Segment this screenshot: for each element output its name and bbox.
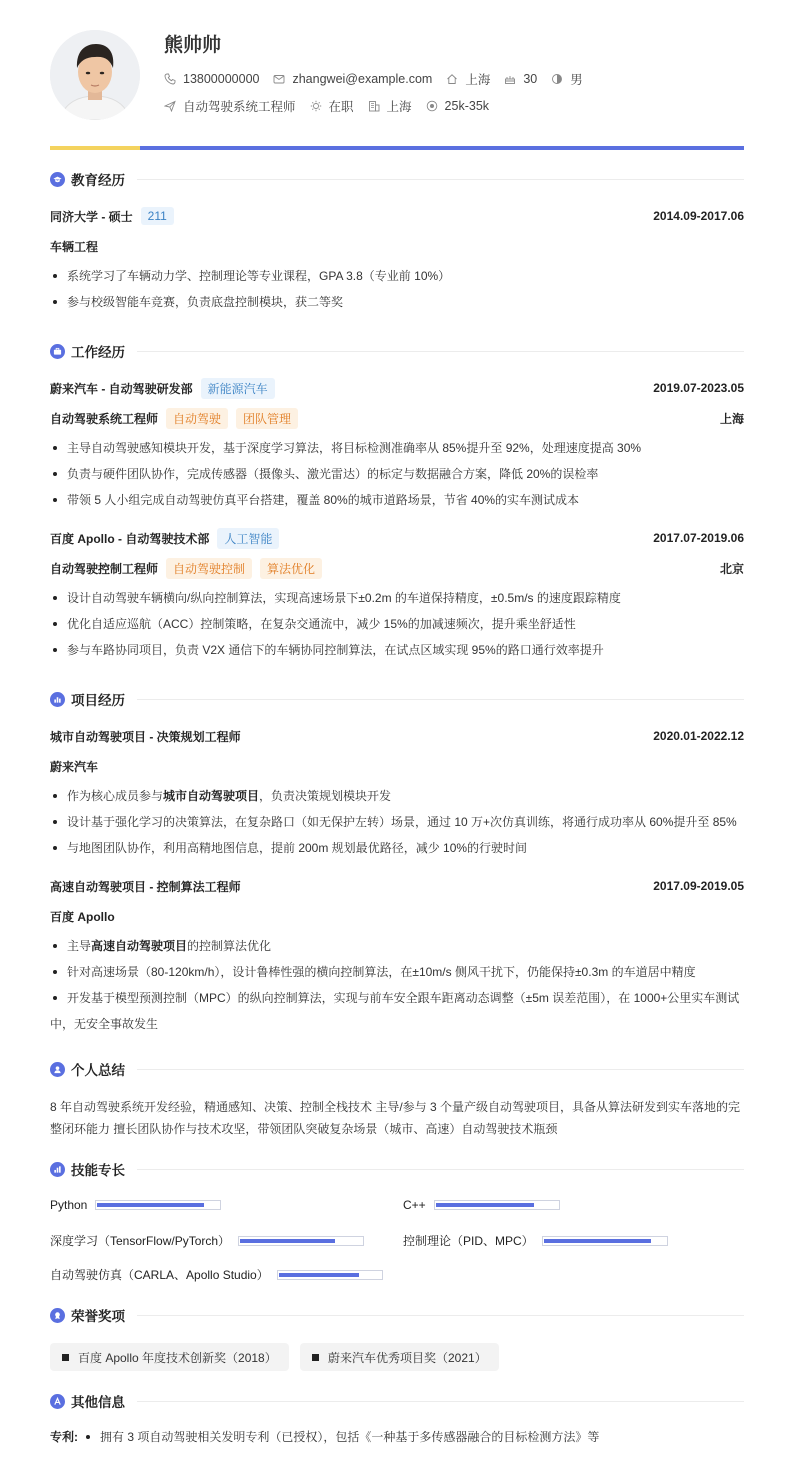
square-bullet-icon (312, 1354, 319, 1361)
skill-name: C++ (403, 1198, 426, 1212)
summary-text (50, 1096, 746, 1140)
list-item: 与地图团队协作，利用高精地图信息，提前 200m 规划最优路径，减少 10%的行驶时间 (50, 835, 746, 861)
skill-item (50, 1232, 364, 1249)
skill-tag: 自动驾驶控制 (166, 558, 252, 579)
section-divider (137, 699, 744, 700)
award-icon (50, 1308, 65, 1323)
skill-bar (434, 1200, 560, 1210)
list-item: 参与车路协同项目，负责 V2X 通信下的车辆协同控制算法，在试点区域实现 95%的路口通行效率提升 (50, 637, 746, 663)
work-date: 2019.07-2023.05 (653, 381, 744, 395)
list-item: 参与校级智能车竞赛，负责底盘控制模块，获二等奖 (50, 289, 746, 315)
sun-icon (310, 100, 322, 112)
school-name: 同济大学 - 硕士 (50, 209, 133, 224)
skill-item (50, 1198, 221, 1212)
skill-bar (238, 1236, 364, 1246)
section-divider (137, 1069, 744, 1070)
section-honors (50, 1305, 744, 1325)
other-info-row (50, 1428, 599, 1445)
project-org-row (50, 756, 744, 776)
other-label: 专利: (50, 1430, 78, 1444)
briefcase-icon (50, 344, 65, 359)
section-title-education: 教育经历 (71, 173, 125, 188)
school-tag: 211 (141, 207, 174, 225)
job-title: 自动驾驶控制工程师 (50, 561, 159, 576)
target-city-text: 上海 (386, 100, 412, 114)
job-target-text: 自动驾驶系统工程师 (183, 100, 296, 114)
work-header (50, 528, 744, 548)
list-item: 优化自适应巡航（ACC）控制策略，在复杂交通流中，减少 15%的加减速频次，提升乘坐舒适性 (50, 611, 746, 637)
skill-name: Python (50, 1198, 88, 1212)
section-divider (137, 351, 744, 352)
section-title-projects: 项目经历 (71, 693, 125, 708)
send-icon (164, 100, 176, 112)
salary-text: 25k-35k (444, 99, 490, 113)
phone-text: 13800000000 (183, 72, 260, 86)
resume-header (50, 28, 744, 122)
company-name: 百度 Apollo - 自动驾驶技术部 (50, 531, 210, 546)
city-text: 上海 (465, 73, 491, 87)
gender-item (551, 70, 583, 88)
project-date: 2020.01-2022.12 (653, 729, 744, 743)
header-divider-bar (50, 146, 744, 150)
status-item (310, 97, 354, 115)
work-location: 上海 (719, 411, 744, 426)
skill-bar (277, 1270, 383, 1280)
graduation-cap-icon (50, 172, 65, 187)
section-summary (50, 1059, 744, 1079)
target-city-item (368, 97, 412, 115)
gender-icon (551, 73, 563, 85)
avatar (50, 30, 140, 120)
company-tag: 新能源汽车 (201, 378, 275, 399)
section-divider (137, 1401, 744, 1402)
skill-level-fill (240, 1239, 335, 1243)
job-intent-row (164, 97, 503, 115)
project-org: 蔚来汽车 (50, 759, 99, 774)
contact-row (164, 70, 597, 88)
project-org: 百度 Apollo (50, 909, 115, 924)
summary-line: 整闭环能力 擅长团队协作与技术攻坚，带领团队突破复杂场景（城市、高速）自动驾驶技术瓶颈 (50, 1122, 558, 1136)
project-icon (50, 692, 65, 707)
project-name: 高速自动驾驶项目 - 控制算法工程师 (50, 879, 241, 894)
section-skills (50, 1159, 744, 1179)
chart-icon (50, 1162, 65, 1177)
building-icon (368, 100, 380, 112)
skill-tag: 算法优化 (260, 558, 322, 579)
education-major-row (50, 236, 744, 256)
header-divider-accent (50, 146, 140, 150)
list-item: 带领 5 人小组完成自动驾驶仿真平台搭建，覆盖 80%的城市道路场景，节省 40%的实车测试成本 (50, 487, 746, 513)
user-icon (50, 1062, 65, 1077)
list-item: 系统学习了车辆动力学、控制理论等专业课程，GPA 3.8（专业前 10%） (50, 263, 746, 289)
summary-line: 8 年自动驾驶系统开发经验，精通感知、决策、控制全栈技术 主导/参与 3 个量产级自动驾驶项目，具备从算法研发到实车落地的完 (50, 1100, 741, 1114)
education-date: 2014.09-2017.06 (653, 209, 744, 223)
home-icon (446, 73, 458, 85)
section-divider (137, 1169, 744, 1170)
project-name: 城市自动驾驶项目 - 决策规划工程师 (50, 729, 241, 744)
salary-icon (426, 100, 438, 112)
skill-name: 自动驾驶仿真（CARLA、Apollo Studio） (50, 1268, 269, 1282)
city-item (446, 70, 490, 88)
skill-tag: 团队管理 (236, 408, 298, 429)
list-item: 主导自动驾驶感知模块开发，基于深度学习算法，将目标检测准确率从 85%提升至 92%，处理速度提高 30% (50, 435, 746, 461)
job-title: 自动驾驶系统工程师 (50, 411, 159, 426)
skill-level-fill (436, 1203, 534, 1207)
section-title-skills: 技能专长 (71, 1163, 125, 1178)
email-item (273, 72, 432, 86)
age-text: 30 (523, 72, 538, 86)
list-item: 设计基于强化学习的决策算法，在复杂路口（如无保护左转）场景，通过 10 万+次仿真训练，将通行成功率从 60%提升至 85% (50, 809, 746, 835)
skill-tag: 自动驾驶 (166, 408, 228, 429)
job-target-item (164, 97, 296, 115)
list-item: 设计自动驾驶车辆横向/纵向控制算法，实现高速场景下±0.2m 的车道保持精度，±0.5m/s 的速度跟踪精度 (50, 585, 746, 611)
section-divider (137, 179, 744, 180)
skill-level-fill (97, 1203, 204, 1207)
skill-level-fill (544, 1239, 651, 1243)
list-item: 针对高速场景（80-120km/h），设计鲁棒性强的横向控制算法，在±10m/s 侧风干扰下，仍能保持±0.3m 的车道居中精度 (50, 959, 746, 985)
skill-level-fill (279, 1273, 359, 1277)
other-text: 拥有 3 项自动驾驶相关发明专利（已授权），包括《一种基于多传感器融合的目标检测方法》等 (100, 1430, 600, 1444)
section-title-summary: 个人总结 (71, 1063, 125, 1078)
education-header (50, 206, 744, 226)
phone-icon (164, 73, 176, 85)
skill-item (403, 1232, 668, 1249)
skill-bar (542, 1236, 668, 1246)
section-divider (137, 1315, 744, 1316)
company-tag: 人工智能 (217, 528, 279, 549)
list-item: 开发基于模型预测控制（MPC）的纵向控制算法，实现与前车安全跟车距离动态调整（±5m 误差范围），在 1000+公里实车测试 中，无安全事故发生 (50, 991, 740, 1031)
honor-badge: 百度 Apollo 年度技术创新奖（2018） (50, 1343, 289, 1371)
education-major: 车辆工程 (50, 239, 99, 254)
skill-name: 控制理论（PID、MPC） (403, 1234, 534, 1248)
company-name: 蔚来汽车 - 自动驾驶研发部 (50, 381, 193, 396)
salary-item (426, 99, 489, 113)
age-item (504, 72, 537, 86)
skill-item (50, 1266, 383, 1283)
work-title-row (50, 408, 744, 428)
section-title-work: 工作经历 (71, 345, 125, 360)
status-text: 在职 (328, 100, 354, 114)
section-education (50, 169, 744, 189)
work-date: 2017.07-2019.06 (653, 531, 744, 545)
skill-item (403, 1198, 560, 1212)
work-location: 北京 (719, 561, 744, 576)
candidate-name: 熊帅帅 (164, 35, 222, 56)
section-title-other: 其他信息 (71, 1395, 125, 1410)
avatar-portrait-icon (50, 30, 140, 120)
section-work (50, 341, 744, 361)
skill-name: 深度学习（TensorFlow/PyTorch） (50, 1234, 231, 1248)
work-header (50, 378, 744, 398)
honor-badge: 蔚来汽车优秀项目奖（2021） (300, 1343, 499, 1371)
list-item: 负责与硬件团队协作，完成传感器（摄像头、激光雷达）的标定与数据融合方案，降低 20%的误检率 (50, 461, 746, 487)
list-item: 作为核心成员参与城市自动驾驶项目，负责决策规划模块开发 (50, 783, 746, 809)
bullet-dot-icon (86, 1435, 90, 1439)
project-header (50, 726, 744, 746)
email-text: zhangwei@example.com (292, 72, 433, 86)
phone-item (164, 72, 259, 86)
section-title-honors: 荣誉奖项 (71, 1309, 125, 1324)
mail-icon (273, 73, 285, 85)
section-other (50, 1391, 744, 1411)
project-date: 2017.09-2019.05 (653, 879, 744, 893)
project-org-row (50, 906, 744, 926)
translate-icon (50, 1394, 65, 1409)
skill-bar (95, 1200, 221, 1210)
list-item: 主导高速自动驾驶项目的控制算法优化 (50, 933, 746, 959)
gender-text: 男 (570, 73, 583, 87)
square-bullet-icon (62, 1354, 69, 1361)
cake-icon (504, 73, 516, 85)
section-projects (50, 689, 744, 709)
project-header (50, 876, 744, 896)
work-title-row (50, 558, 744, 578)
